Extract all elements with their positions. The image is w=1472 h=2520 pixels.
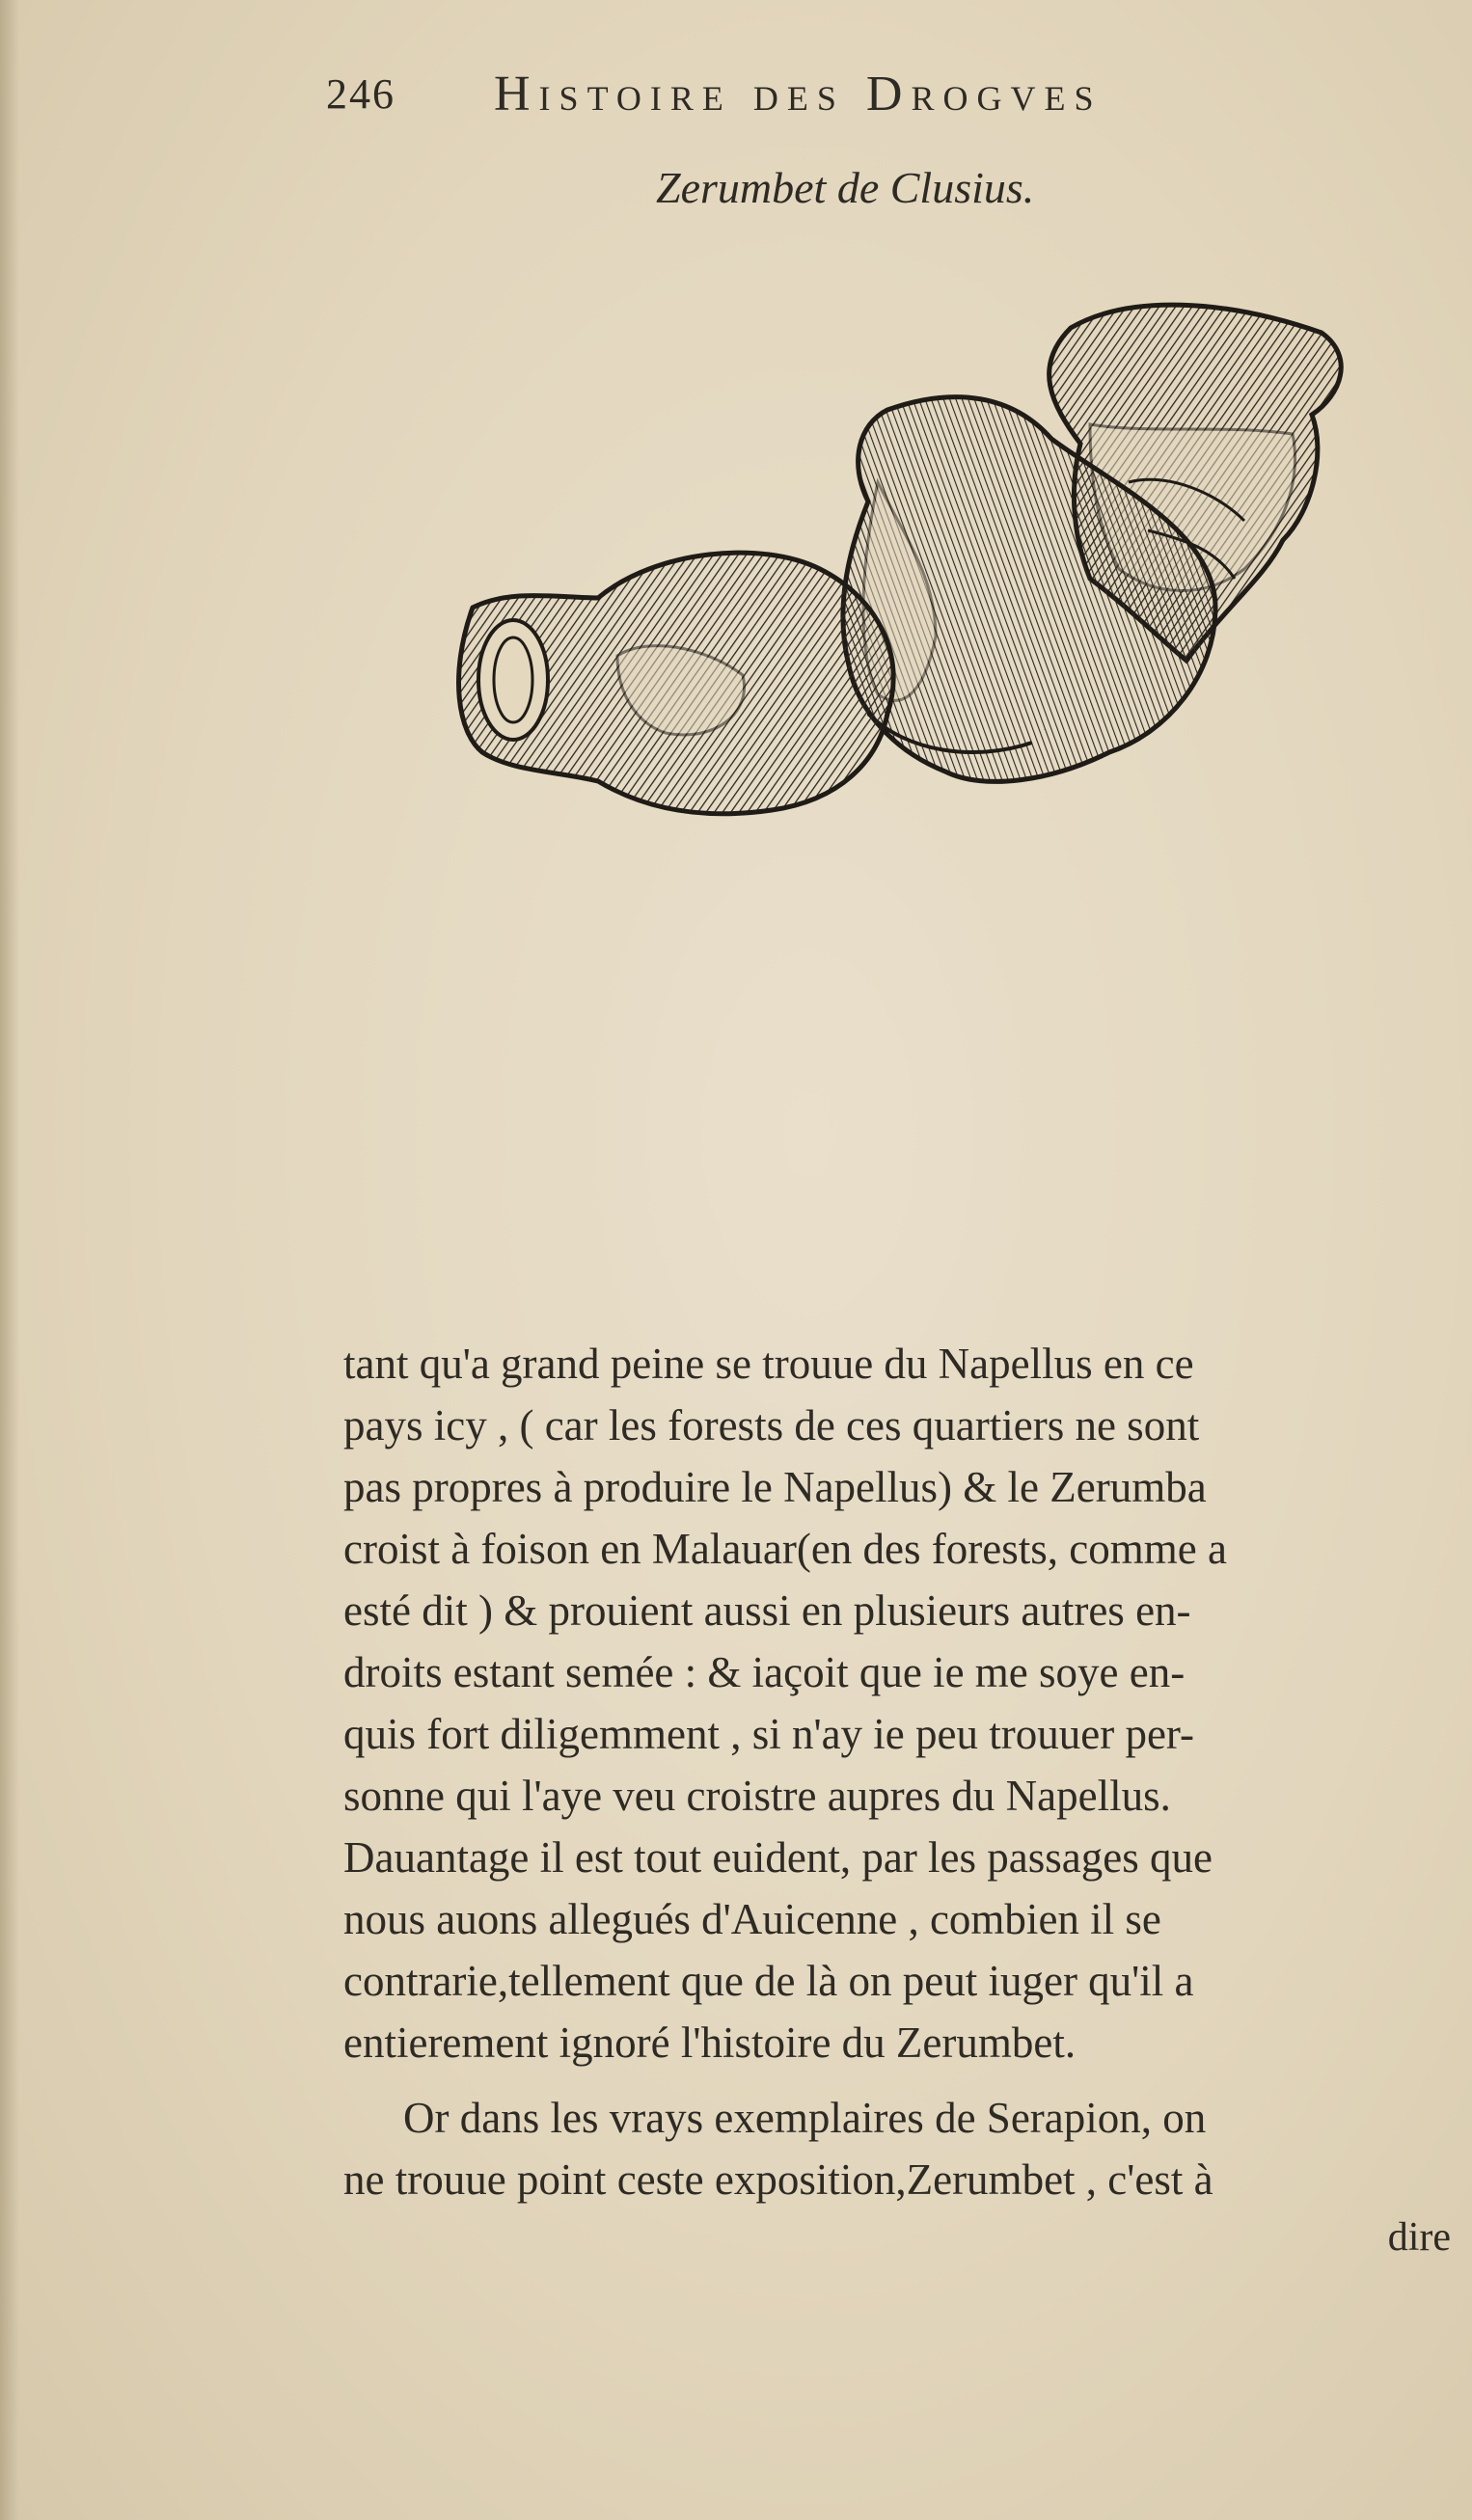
zerumbet-woodcut-illustration <box>453 289 1360 1254</box>
text-line: Dauantage il est tout euident, par les passages que <box>343 1833 1213 1882</box>
text-line: contrarie,tellement que de là on peut iuger qu'il a <box>343 1957 1194 2005</box>
figure-caption: Zerumbet de Clusius. <box>656 163 1035 212</box>
text-line: nous auons allegués d'Auicenne , combien il se <box>343 1895 1161 1943</box>
page-number: 246 <box>326 70 395 118</box>
text-line: esté dit ) & prouient aussi en plusieurs autres en- <box>343 1586 1191 1635</box>
rhizome-bottom-left <box>459 553 894 814</box>
text-line: Or dans les vrays exemplaires de Serapion, on <box>403 2094 1207 2142</box>
text-line: sonne qui l'aye veu croistre aupres du Napellus. <box>343 1772 1171 1820</box>
text-line: entierement ignoré l'histoire du Zerumbet. <box>343 2019 1077 2067</box>
text-line: pas propres à produire le Napellus) & le Zerumba <box>343 1463 1207 1511</box>
text-line: ne trouue point ceste exposition,Zerumbet , c'est à <box>343 2155 1213 2204</box>
text-line: croist à foison en Malauar(en des forests, comme a <box>343 1525 1227 1573</box>
body-text <box>343 1333 1451 2264</box>
text-line: pays icy , ( car les forests de ces quartiers ne sont <box>343 1401 1200 1450</box>
catchword: dire <box>1387 2215 1451 2260</box>
running-title: Histoire des Drogves <box>494 67 1103 122</box>
text-line: tant qu'a grand peine se trouue du Napellus en ce <box>343 1340 1194 1388</box>
page-edge-shadow <box>0 0 19 2520</box>
text-line: quis fort diligemment , si n'ay ie peu trouuer per- <box>343 1710 1194 1758</box>
text-line: droits estant semée : & iaçoit que ie me soye en- <box>343 1648 1186 1696</box>
